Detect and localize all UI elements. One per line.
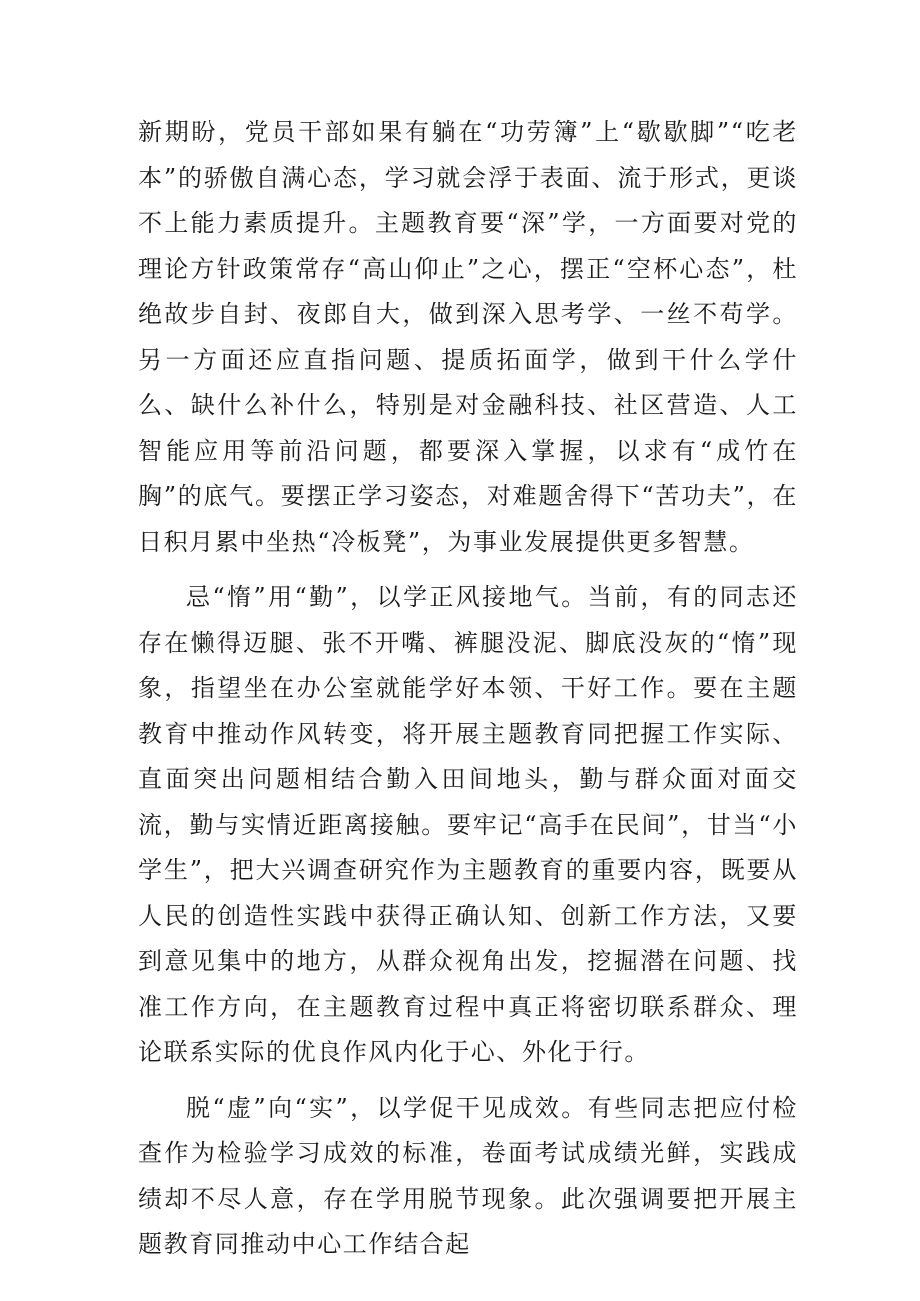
paragraph-3: 脱“虚”向“实”，以学促干见成效。有些同志把应付检查作为检验学习成效的标准，卷面考试成绩光鲜，实践成绩却不尽人意，存在学用脱节现象。此次强调要把开展主题教育同推动中心工作结合起 [138, 1093, 798, 1258]
paragraph-1: 新期盼，党员干部如果有躺在“功劳簿”上“歇歇脚”“吃老本”的骄傲自满心态，学习就会浮于表面、流于形式，更谈不上能力素质提升。主题教育要“深”学，一方面要对党的理论方针政策常存“高山仰止”之心，摆正“空杯心态”，杜绝故步自封、夜郎自大，做到深入思考学、一丝不苟学。另一方面还应直指问题、提质拓面学，做到干什么学什么、缺什么补什么，特别是对金融科技、社区营造、人工智能应用等前沿问题，都要深入掌握，以求有“成竹在胸”的底气。要摆正学习姿态，对难题舍得下“苦功夫”，在日积月累中坐热“冷板凳”，为事业发展提供更多智慧。 [138, 118, 798, 556]
paragraph-2: 忌“惰”用“勤”，以学正风接地气。当前，有的同志还存在懒得迈腿、张不开嘴、裤腿没泥、脚底没灰的“惰”现象，指望坐在办公室就能学好本领、干好工作。要在主题教育中推动作风转变，将开展主题教育同把握工作实际、直面突出问题相结合勤入田间地头，勤与群众面对面交流，勤与实情近距离接触。要牢记“高手在民间”，甘当“小学生”，把大兴调查研究作为主题教育的重要内容，既要从人民的创造性实践中获得正确认知、创新工作方法，又要到意见集中的地方，从群众视角出发，挖掘潜在问题、找准工作方向，在主题教育过程中真正将密切联系群众、理论联系实际的优良作风内化于心、外化于行。 [138, 583, 798, 1066]
body-text [138, 110, 798, 1278]
